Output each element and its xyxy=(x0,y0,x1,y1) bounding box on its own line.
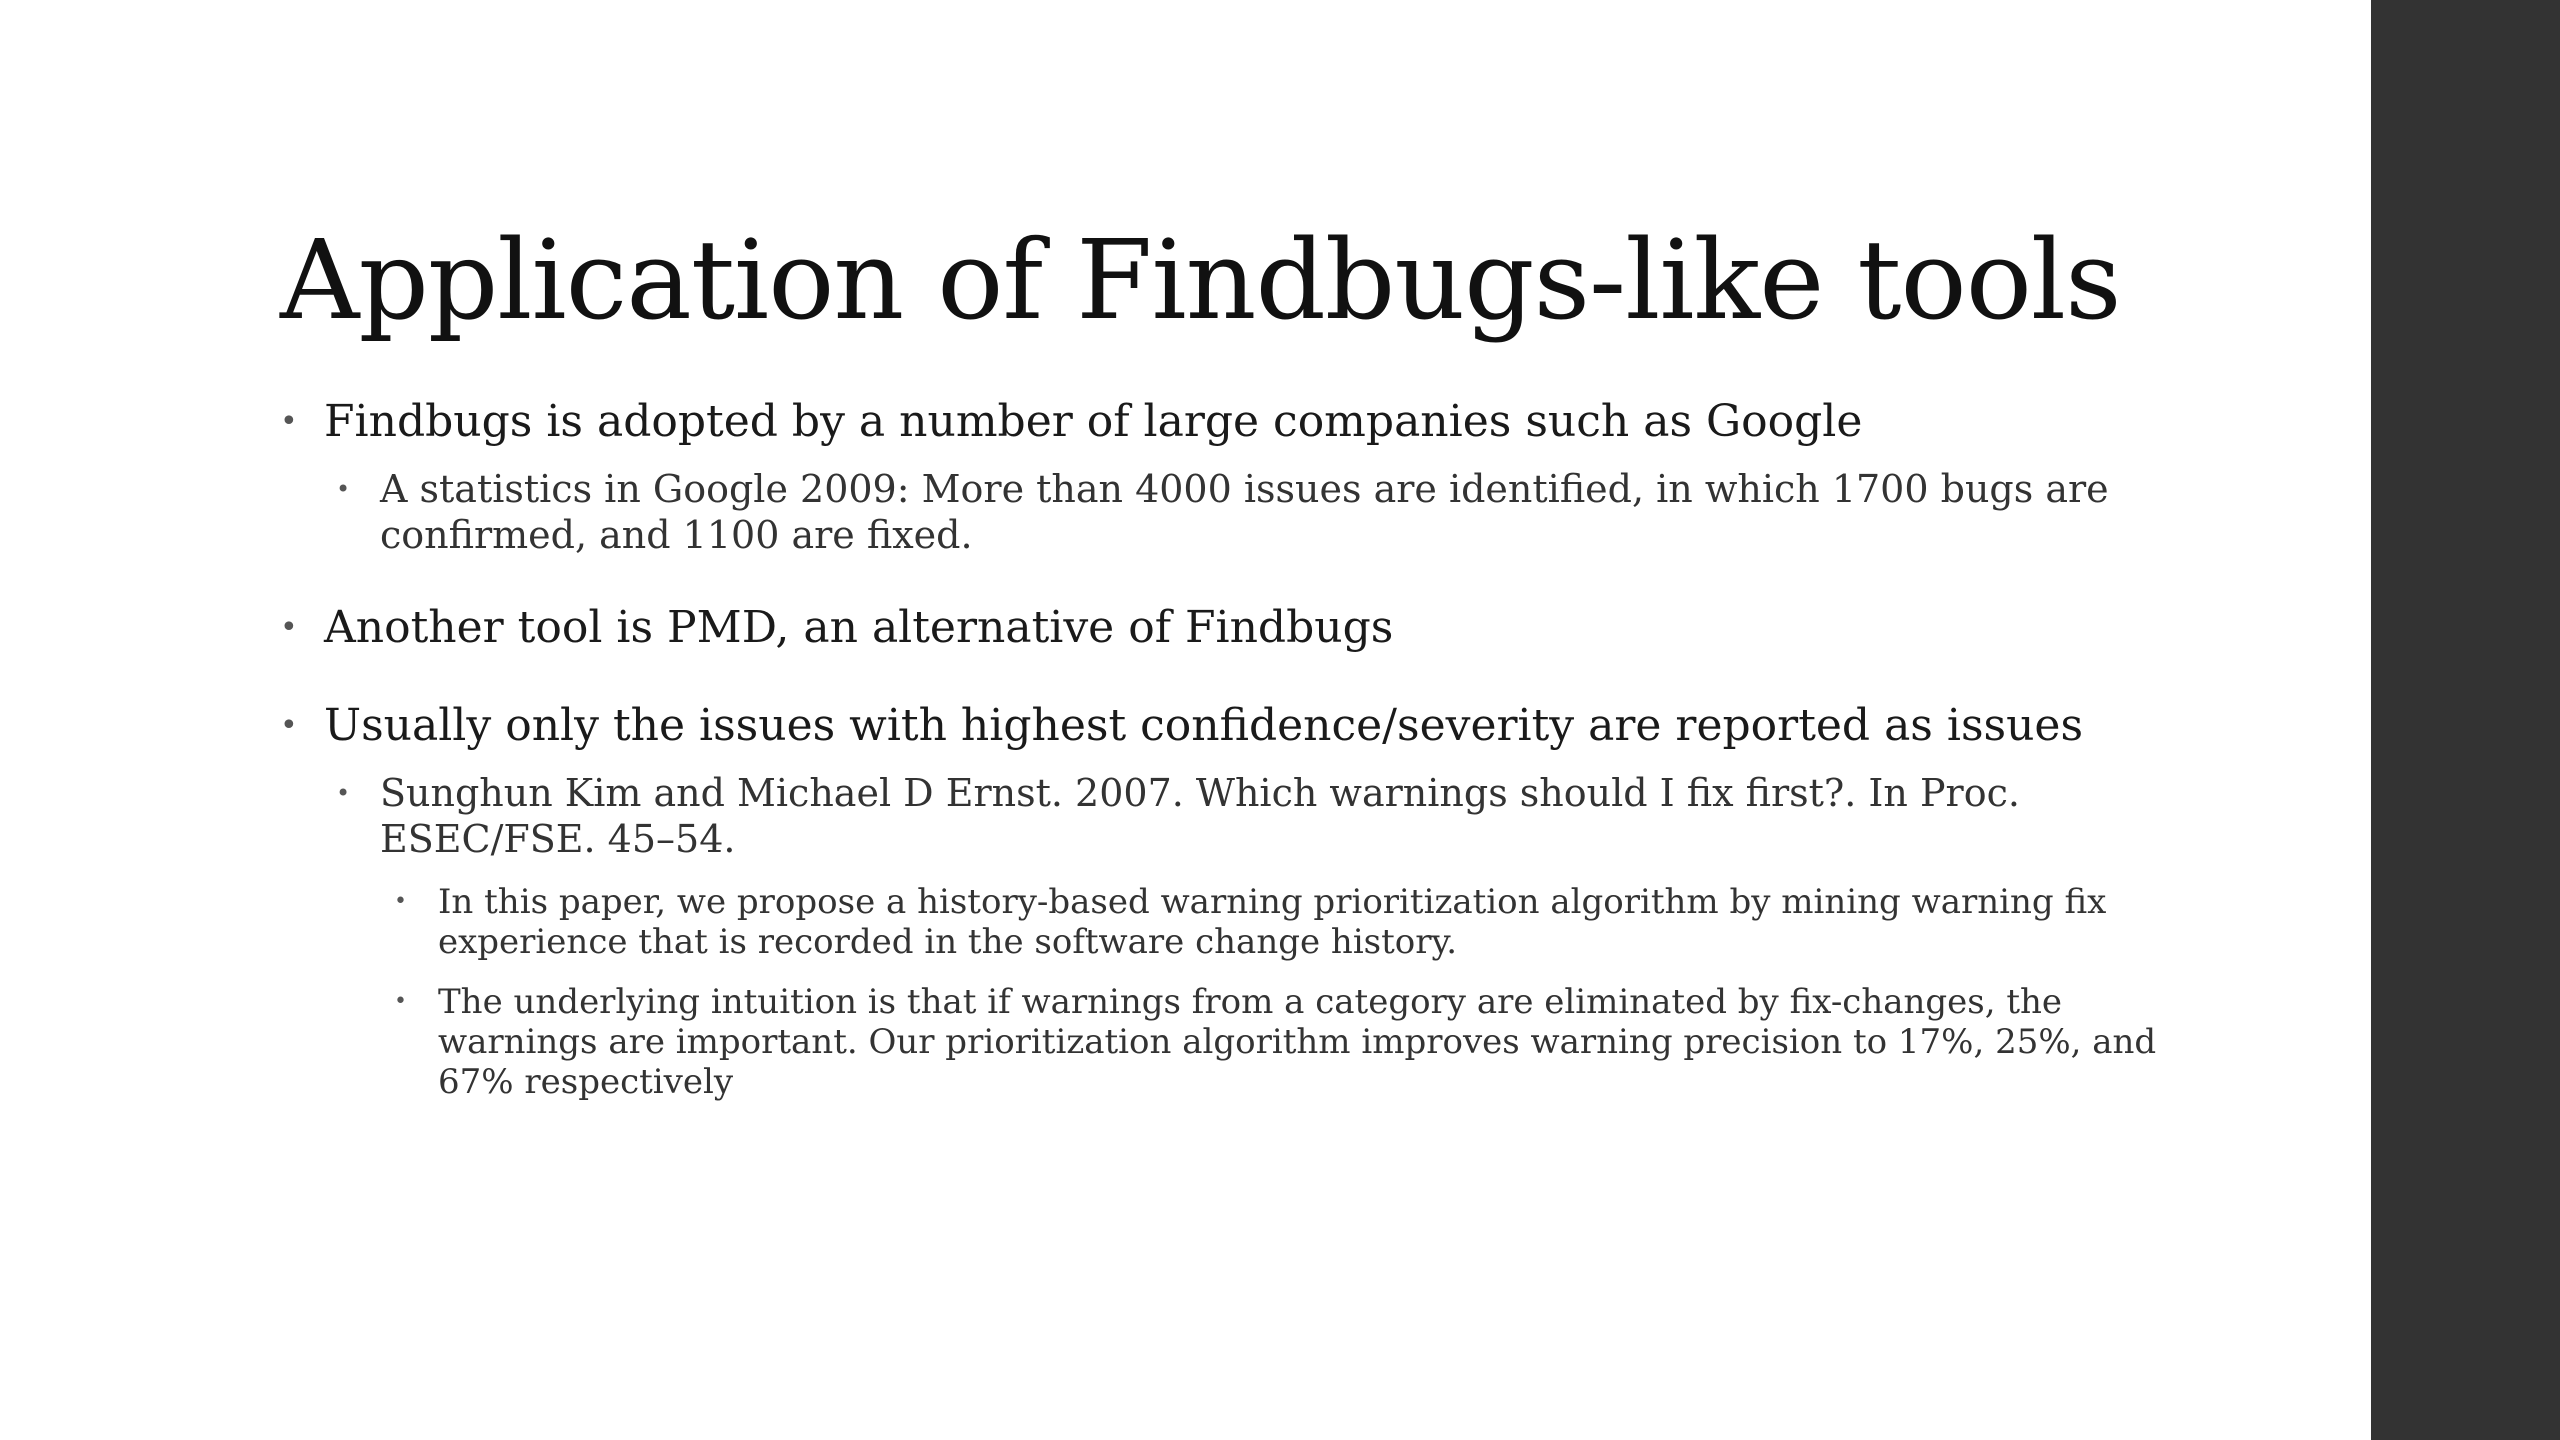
bullet-text: Another tool is PMD, an alternative of Findbugs xyxy=(324,602,1394,653)
bullet-text: The underlying intuition is that if warnings from a category are eliminated by fix-changes, the warnings are important. Our prioritization algorithm improves warning precision to 17%, 25%, and 67% respectively xyxy=(438,982,2157,1102)
bullet-dot-icon: • xyxy=(280,610,298,645)
bullet-dot-icon: • xyxy=(394,989,407,1014)
sub-bullet-reference xyxy=(336,770,2160,862)
bullet-text: In this paper, we propose a history-based warning prioritization algorithm by mining warning fix experience that is recorded in the software change history. xyxy=(438,882,2107,962)
bullet-dot-icon: • xyxy=(280,708,298,743)
slide-content xyxy=(280,210,2160,1102)
bullet-dot-icon: • xyxy=(336,779,351,807)
bullet-dot-icon: • xyxy=(394,889,407,914)
sub-bullet-google-statistics xyxy=(336,466,2160,558)
sub-sub-bullet-paper-proposal xyxy=(394,882,2160,962)
bullet-dot-icon: • xyxy=(280,404,298,439)
slide-title: Application of Findbugs-like tools xyxy=(280,216,2121,344)
bullet-text: A statistics in Google 2009: More than 4000 issues are identified, in which 1700 bugs are confirmed, and 1100 are fixed. xyxy=(380,467,2109,557)
right-sidebar-bar xyxy=(2371,0,2560,1440)
bullet-text: Findbugs is adopted by a number of large companies such as Google xyxy=(324,396,1863,447)
bullet-text: Sunghun Kim and Michael D Ernst. 2007. Which warnings should I fix first?. In Proc. ESEC/FSE. 45–54. xyxy=(380,771,2020,861)
bullet-item-highest-confidence xyxy=(280,698,2160,754)
bullet-item-pmd xyxy=(280,600,2160,656)
bullet-item-findbugs-adoption xyxy=(280,394,2160,450)
bullet-dot-icon: • xyxy=(336,475,351,503)
bullet-text: Usually only the issues with highest confidence/severity are reported as issues xyxy=(324,700,2084,751)
bullet-list xyxy=(280,394,2160,1102)
sub-sub-bullet-intuition xyxy=(394,982,2160,1102)
